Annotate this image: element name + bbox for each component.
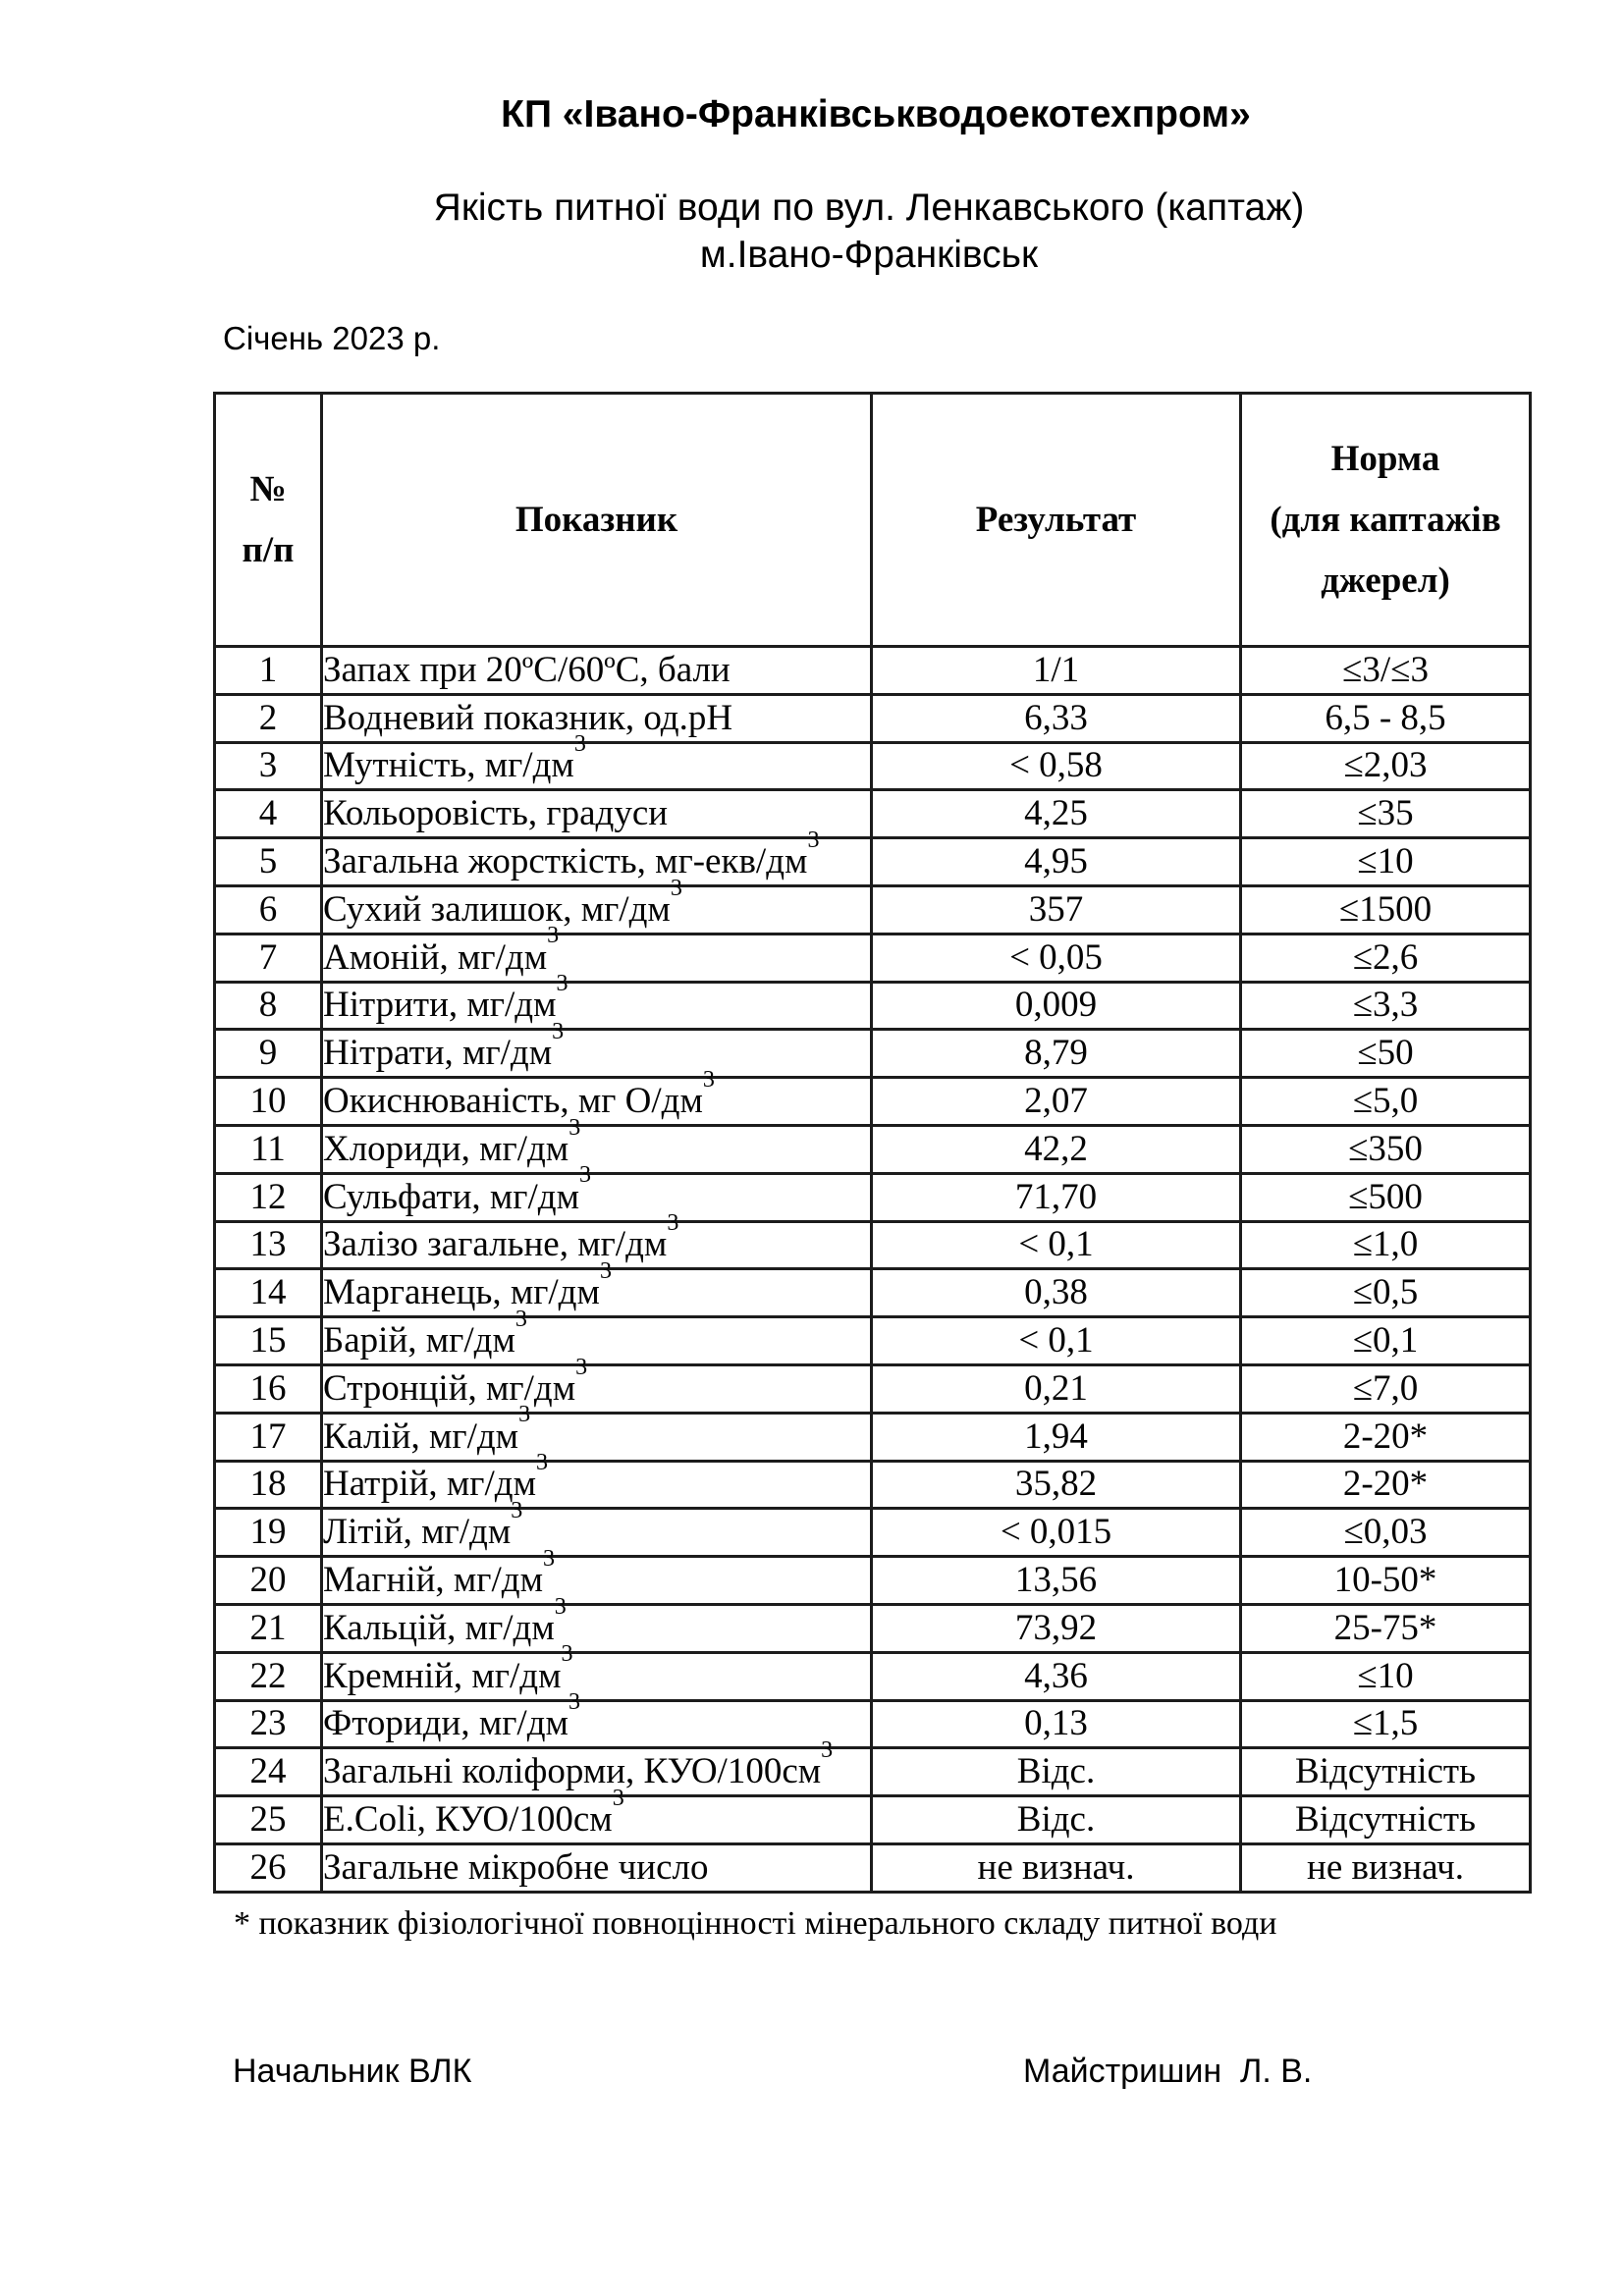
parameter-name: Мутність, мг/дм [323,745,574,786]
parameter-name: Барій, мг/дм [323,1320,515,1362]
cell-row-number: 1 [215,647,322,695]
cell-result: < 0,015 [872,1509,1241,1557]
parameter-name: Загальна жорсткість, мг-екв/дм [323,841,808,882]
cell-norm: Відсутність [1241,1796,1531,1844]
cell-row-number: 11 [215,1125,322,1173]
cell-row-number: 20 [215,1557,322,1605]
cell-parameter [322,647,872,695]
parameter-name: Окиснюваність, мг О/дм [323,1081,703,1122]
report-date: Січень 2023 р. [223,320,441,356]
cell-row-number: 6 [215,885,322,934]
cell-row-number: 19 [215,1509,322,1557]
cell-parameter [322,790,872,838]
cell-result: 4,36 [872,1652,1241,1700]
cell-row-number: 24 [215,1748,322,1796]
signature-person-name: Майстришин Л. В. [1023,2053,1313,2090]
cell-norm: ≤3,3 [1241,982,1531,1030]
parameter-name: Загальні коліформи, КУО/100см [323,1751,822,1792]
cell-parameter [322,1354,872,1413]
header-cell-row-number [215,394,322,647]
header-cell-norm [1241,394,1531,647]
parameter-unit-superscript: 3 [568,1114,581,1141]
parameter-unit-superscript: 3 [536,1450,548,1476]
parameter-name: Водневий показник, од.рН [323,697,733,738]
table-row [215,1843,1531,1892]
cell-result: Відс. [872,1748,1241,1796]
cell-row-number: 5 [215,838,322,886]
cell-row-number: 14 [215,1269,322,1317]
table-row [215,1700,1531,1748]
table-row [215,790,1531,838]
cell-row-number: 2 [215,694,322,742]
cell-norm: ≤350 [1241,1125,1531,1173]
table-row [215,1652,1531,1700]
cell-row-number: 12 [215,1173,322,1221]
cell-result: не визнач. [872,1843,1241,1892]
parameter-unit-superscript: 3 [547,923,560,949]
parameter-unit-superscript: 3 [702,1066,715,1093]
table-row [215,1604,1531,1652]
table-row [215,1125,1531,1173]
parameter-name: Сухий залишок, мг/дм [323,888,671,930]
table-header-row [215,394,1531,647]
cell-norm: ≤1,0 [1241,1221,1531,1269]
cell-row-number: 8 [215,982,322,1030]
cell-row-number: 21 [215,1604,322,1652]
cell-row-number: 26 [215,1843,322,1892]
results-table-body [215,647,1531,1893]
parameter-unit-superscript: 3 [514,1306,527,1332]
header-number-line2: п/п [242,529,295,570]
cell-result: 0,009 [872,982,1241,1030]
table-row [215,1796,1531,1844]
table-row [215,647,1531,695]
table-row [215,1030,1531,1078]
cell-row-number: 22 [215,1652,322,1700]
cell-parameter [322,1843,872,1892]
cell-row-number: 4 [215,790,322,838]
cell-norm: Відсутність [1241,1748,1531,1796]
cell-norm: ≤10 [1241,1652,1531,1700]
cell-norm: ≤50 [1241,1030,1531,1078]
cell-norm: ≤0,03 [1241,1509,1531,1557]
cell-norm: ≤2,03 [1241,742,1531,790]
table-row [215,742,1531,790]
table-row [215,1269,1531,1317]
cell-result: 13,56 [872,1557,1241,1605]
water-quality-table [213,392,1532,1894]
signature-role-title: Начальник ВЛК [233,2053,472,2090]
cell-result: 35,82 [872,1461,1241,1509]
cell-parameter [322,1402,872,1461]
table-row [215,838,1531,886]
parameter-name: Загальне мікробне число [323,1846,709,1888]
cell-row-number: 9 [215,1030,322,1078]
cell-parameter [322,1114,872,1173]
cell-row-number: 10 [215,1078,322,1126]
parameter-name: Кремній, мг/дм [323,1655,562,1696]
cell-norm: 25-75* [1241,1604,1531,1652]
cell-parameter [322,1018,872,1078]
header-result-label: Результат [975,499,1137,540]
parameter-unit-superscript: 3 [561,1641,573,1668]
table-row [215,1748,1531,1796]
parameter-unit-superscript: 3 [670,875,682,901]
table-row [215,694,1531,742]
cell-parameter [322,1450,872,1509]
cell-parameter [322,971,872,1030]
header-cell-parameter [322,394,872,647]
cell-norm: ≤0,1 [1241,1317,1531,1365]
cell-norm: 2-20* [1241,1413,1531,1461]
cell-parameter [322,1210,872,1269]
parameter-unit-superscript: 3 [511,1497,523,1523]
cell-result: 0,13 [872,1700,1241,1748]
cell-row-number: 17 [215,1413,322,1461]
cell-norm: ≤5,0 [1241,1078,1531,1126]
cell-result: Відс. [872,1796,1241,1844]
parameter-unit-superscript: 3 [575,1354,588,1380]
cell-row-number: 7 [215,934,322,982]
parameter-unit-superscript: 3 [518,1402,531,1428]
cell-parameter [322,694,872,742]
subtitle-line-2: м.Івано-Франківськ [699,234,1039,276]
parameter-name: Фториди, мг/дм [323,1703,568,1744]
cell-parameter [322,1545,872,1605]
cell-result: 73,92 [872,1604,1241,1652]
parameter-name: Залізо загальне, мг/дм [323,1224,668,1265]
cell-result: 71,70 [872,1173,1241,1221]
cell-row-number: 15 [215,1317,322,1365]
parameter-unit-superscript: 3 [667,1210,679,1237]
cell-norm: 2-20* [1241,1461,1531,1509]
cell-parameter [322,1641,872,1700]
cell-norm: ≤7,0 [1241,1364,1531,1413]
cell-result: 4,25 [872,790,1241,838]
cell-result: 1/1 [872,647,1241,695]
parameter-unit-superscript: 3 [579,1162,591,1189]
cell-result: 8,79 [872,1030,1241,1078]
parameter-name: Натрій, мг/дм [323,1464,536,1505]
cell-result: 1,94 [872,1413,1241,1461]
table-row [215,1557,1531,1605]
parameter-unit-superscript: 3 [568,1689,580,1716]
cell-norm: ≤0,5 [1241,1269,1531,1317]
cell-result: 0,21 [872,1364,1241,1413]
cell-result: < 0,05 [872,934,1241,982]
table-row [215,1364,1531,1413]
cell-row-number: 16 [215,1364,322,1413]
table-row [215,934,1531,982]
parameter-name: Хлориди, мг/дм [323,1128,569,1169]
parameter-name: Калій, мг/дм [323,1415,519,1457]
table-row [215,1173,1531,1221]
cell-row-number: 23 [215,1700,322,1748]
header-norm-line1: Норма [1330,438,1440,479]
parameter-unit-superscript: 3 [573,731,586,758]
table-row [215,982,1531,1030]
cell-parameter [322,923,872,982]
cell-norm: 10-50* [1241,1557,1531,1605]
cell-norm: ≤1500 [1241,885,1531,934]
cell-parameter [322,1066,872,1126]
parameter-name: Стронцій, мг/дм [323,1367,576,1409]
cell-result: < 0,1 [872,1317,1241,1365]
parameter-name: Нітрати, мг/дм [323,1033,553,1074]
header-cell-result [872,394,1241,647]
cell-result: < 0,58 [872,742,1241,790]
parameter-unit-superscript: 3 [556,971,568,997]
parameter-unit-superscript: 3 [612,1785,624,1811]
table-row [215,1413,1531,1461]
parameter-unit-superscript: 3 [807,827,820,853]
cell-result: 4,95 [872,838,1241,886]
parameter-unit-superscript: 3 [599,1257,612,1284]
document-subtitle [114,185,1624,279]
parameter-unit-superscript: 3 [821,1736,834,1763]
cell-norm: ≤2,6 [1241,934,1531,982]
cell-norm: ≤35 [1241,790,1531,838]
parameter-name: E.Coli, КУО/100см [323,1799,613,1841]
table-row [215,1317,1531,1365]
header-parameter-label: Показник [514,499,678,540]
parameter-name: Кальцій, мг/дм [323,1607,555,1648]
cell-result: 6,33 [872,694,1241,742]
cell-parameter [322,1257,872,1317]
cell-result: 357 [872,885,1241,934]
parameter-name: Сульфати, мг/дм [323,1176,579,1217]
cell-parameter [322,875,872,934]
parameter-name: Нітрити, мг/дм [323,985,557,1026]
parameter-name: Марганець, мг/дм [323,1272,600,1313]
header-norm-line3: джерел) [1321,560,1450,601]
subtitle-line-1: Якість питної води по вул. Ленкавського (каптаж) [433,187,1305,229]
header-number-line1: № [249,468,287,509]
cell-result: < 0,1 [872,1221,1241,1269]
cell-norm: ≤10 [1241,838,1531,886]
cell-row-number: 18 [215,1461,322,1509]
cell-result: 2,07 [872,1078,1241,1126]
cell-result: 42,2 [872,1125,1241,1173]
parameter-name: Кольоровість, градуси [323,793,669,834]
cell-row-number: 25 [215,1796,322,1844]
cell-norm: ≤500 [1241,1173,1531,1221]
table-row [215,1078,1531,1126]
cell-norm: ≤3/≤3 [1241,647,1531,695]
header-norm-line2: (для каптажів [1270,499,1501,540]
parameter-unit-superscript: 3 [552,1018,565,1044]
cell-parameter [322,1497,872,1557]
cell-parameter [322,1785,872,1844]
cell-row-number: 3 [215,742,322,790]
parameter-name: Запах при 20ºС/60ºС, бали [323,649,731,690]
cell-parameter [322,1736,872,1796]
parameter-unit-superscript: 3 [543,1545,555,1572]
table-row [215,1221,1531,1269]
cell-row-number: 13 [215,1221,322,1269]
document-title: КП «Івано-Франківськводоекотехпром» [501,93,1251,135]
parameter-name: Магній, мг/дм [323,1560,543,1601]
parameter-name: Амоній, мг/дм [323,936,548,978]
cell-parameter [322,1593,872,1652]
table-row [215,1509,1531,1557]
parameter-unit-superscript: 3 [554,1593,567,1620]
cell-result: 0,38 [872,1269,1241,1317]
table-row [215,1461,1531,1509]
cell-parameter [322,1162,872,1221]
footnote: * показник фізіологічної повноцінності мінерального складу питної води [234,1905,1277,1942]
cell-parameter [322,827,872,886]
parameter-name: Літій, мг/дм [323,1512,512,1553]
cell-parameter [322,1689,872,1748]
cell-parameter [322,731,872,790]
cell-norm: не визнач. [1241,1843,1531,1892]
cell-parameter [322,1306,872,1365]
cell-norm: ≤1,5 [1241,1700,1531,1748]
table-row [215,885,1531,934]
cell-norm: 6,5 - 8,5 [1241,694,1531,742]
